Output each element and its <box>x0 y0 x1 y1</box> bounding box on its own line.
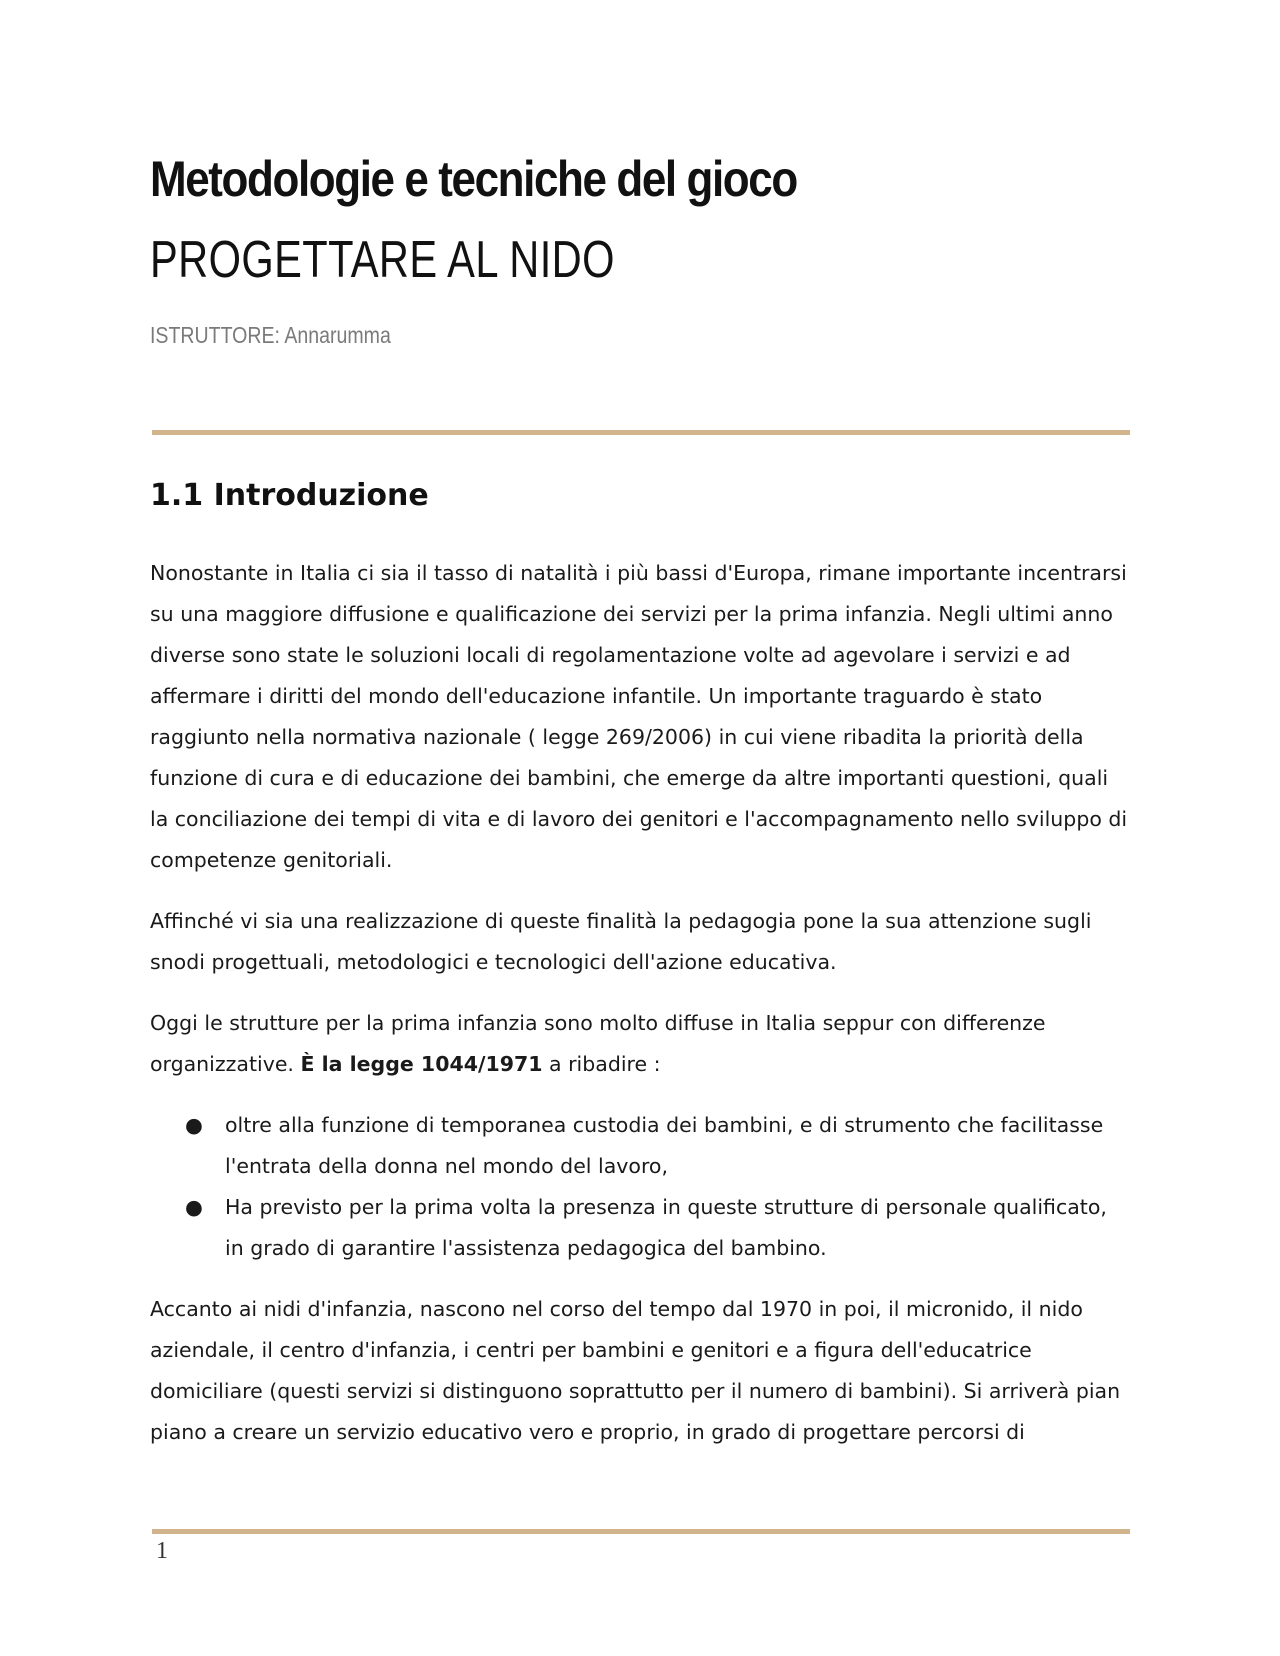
list-item-text: oltre alla funzione di temporanea custodia dei bambini, e di strumento che facilitasse l'entrata della donna nel mondo del lavoro, <box>225 1113 1104 1178</box>
paragraph-finalita: Affinché vi sia una realizzazione di queste finalità la pedagogia pone la sua attenzione sugli snodi progettuali, metodologici e tecnologici dell'azione educativa. <box>150 909 1092 974</box>
footer-divider <box>152 1529 1130 1534</box>
law-text-after: a ribadire : <box>542 1052 661 1076</box>
list-item-text: Ha previsto per la prima volta la presenza in queste strutture di personale qualificato, in grado di garantire l'assistenza pedagogica del bambino. <box>225 1195 1107 1260</box>
header-divider <box>152 430 1130 435</box>
list-item <box>185 1105 1130 1187</box>
paragraph-law <box>150 1003 1130 1085</box>
bullet-list <box>150 1105 1130 1269</box>
list-item <box>185 1187 1130 1269</box>
instructor-line: ISTRUTTORE: Annarumma <box>150 322 391 348</box>
section-body <box>150 553 1130 1473</box>
law-text-bold: È la legge 1044/1971 <box>300 1052 543 1076</box>
paragraph-closing: Accanto ai nidi d'infanzia, nascono nel corso del tempo dal 1970 in poi, il micronido, il nido aziendale, il centro d'infanzia, i centri per bambini e genitori e a figura dell'educatrice domiciliare (questi servizi si distinguono soprattutto per il numero di bambini). Si arriverà pian piano a creare un servizio educativo vero e proprio, in grado di progettare percorsi di <box>150 1297 1121 1444</box>
document-title: Metodologie e tecniche del gioco <box>150 151 797 207</box>
bullet-icon: ● <box>185 1113 203 1137</box>
document-subtitle: PROGETTARE AL NIDO <box>150 231 615 289</box>
paragraph-intro: Nonostante in Italia ci sia il tasso di natalità i più bassi d'Europa, rimane importante incentrarsi su una maggiore diffusione e qualificazione dei servizi per la prima infanzia. Negli ultimi anno diverse sono state le soluzioni locali di regolamentazione volte ad agevolare i servizi e ad affermare i diritti del mondo dell'educazione infantile. Un importante traguardo è stato raggiunto nella normativa nazionale ( legge 269/2006) in cui viene ribadita la priorità della funzione di cura e di educazione dei bambini, che emerge da altre importanti questioni, quali la conciliazione dei tempi di vita e di lavoro dei genitori e l'accompagnamento nello sviluppo di competenze genitoriali. <box>150 561 1128 872</box>
section-heading: 1.1 Introduzione <box>150 478 429 513</box>
page-number: 1 <box>156 1538 168 1564</box>
bullet-icon: ● <box>185 1195 203 1219</box>
law-text-before: Oggi le strutture per la prima infanzia sono molto diffuse in Italia seppur con differenze organizzative. <box>150 1011 1046 1076</box>
